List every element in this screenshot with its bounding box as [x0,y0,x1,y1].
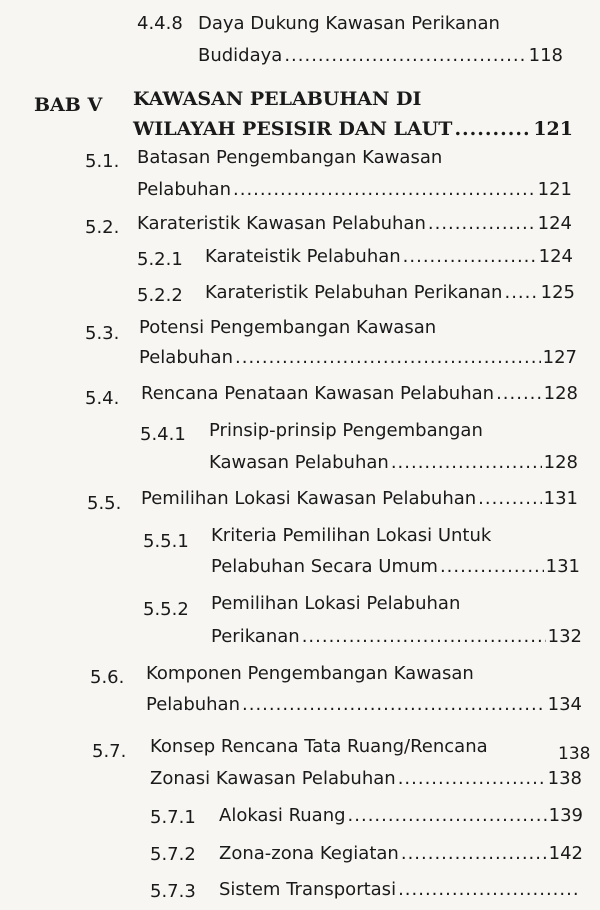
entry-number: 5.5. [87,493,122,514]
leader-dots [504,281,538,305]
page-number: 121 [533,118,573,140]
entry-number: 5.6. [90,667,125,688]
entry-number: 5.7.3 [150,881,196,902]
entry-title-cont: Pelabuhan [146,694,240,715]
page-number: 124 [538,246,573,267]
entry-title: Sistem Transportasi [219,879,397,900]
entry-title-cont: Kawasan Pelabuhan [209,452,389,473]
chapter-title-cont: WILAYAH PESISIR DAN LAUT [133,118,453,140]
page-number: 127 [542,347,577,368]
entry-number: 5.5.1 [143,531,189,552]
page-number: 131 [543,488,578,509]
entry-title-cont: Perikanan [211,626,300,647]
leader-dots [496,382,542,406]
leader-dots [398,767,546,791]
leader-dots [478,487,541,511]
page-number: 134 [547,694,582,715]
entry-title: Prinsip-prinsip Pengembangan [209,420,483,441]
page-number: 121 [537,179,572,200]
leader-dots [401,842,547,866]
entry-title: Zona-zona Kegiatan [219,843,399,864]
leader-dots [302,625,546,649]
entry-title: Pemilihan Lokasi Pelabuhan [211,593,461,614]
leader-dots [348,804,547,828]
page-number: 124 [537,213,572,234]
entry-number: 5.7. [92,741,127,762]
page-number: 128 [543,452,578,473]
entry-number: 4.4.8 [137,13,183,34]
leader-dots [235,346,541,370]
entry-title-cont: Budidaya [198,45,283,66]
entry-title: Daya Dukung Kawasan Perikanan [198,13,500,34]
page-number: 139 [548,805,583,826]
page-number: 138 [558,744,591,764]
entry-title: Komponen Pengembangan Kawasan [146,663,474,684]
leader-dots [398,878,581,902]
entry-number: 5.7.1 [150,807,196,828]
page-number: 131 [545,556,580,577]
entry-number: 5.4.1 [140,424,186,445]
entry-title-cont: Pelabuhan [139,347,233,368]
page-number: 132 [547,626,582,647]
page-number: 118 [528,45,563,66]
entry-number: 5.4. [85,388,120,409]
entry-number: 5.7.2 [150,844,196,865]
entry-title: Batasan Pengembangan Kawasan [137,147,443,168]
entry-title: Kriteria Pemilihan Lokasi Untuk [211,525,492,546]
leader-dots [454,117,531,141]
leader-dots [403,245,537,269]
leader-dots [440,555,544,579]
entry-title: Alokasi Ruang [219,805,346,826]
page-number: 125 [540,282,575,303]
entry-title-cont: Pelabuhan Secara Umum [211,556,438,577]
entry-title: Potensi Pengembangan Kawasan [139,317,437,338]
entry-title: Konsep Rencana Tata Ruang/Rencana [150,736,488,757]
entry-title: Karateristik Pelabuhan Perikanan [205,282,503,303]
entry-title-cont: Zonasi Kawasan Pelabuhan [150,768,396,789]
leader-dots [233,178,536,202]
entry-title-cont: Pelabuhan [137,179,231,200]
entry-title: Karateristik Kawasan Pelabuhan [137,213,426,234]
page-number: 128 [543,383,578,404]
entry-title: Karateistik Pelabuhan [205,246,401,267]
entry-number: 5.5.2 [143,599,189,620]
page-number: 138 [547,768,582,789]
entry-number: 5.1. [85,151,120,172]
entry-title: Pemilihan Lokasi Kawasan Pelabuhan [141,488,477,509]
entry-number: 5.2.2 [137,285,183,306]
leader-dots [284,44,526,68]
chapter-number: BAB V [34,94,103,116]
entry-number: 5.2. [85,217,120,238]
entry-number: 5.3. [85,323,120,344]
leader-dots [391,451,542,475]
entry-number: 5.2.1 [137,249,183,270]
entry-title: Rencana Penataan Kawasan Pelabuhan [141,383,495,404]
page-number: 142 [548,843,583,864]
chapter-title: KAWASAN PELABUHAN DI [133,88,422,110]
leader-dots [428,212,536,236]
leader-dots [242,693,546,717]
